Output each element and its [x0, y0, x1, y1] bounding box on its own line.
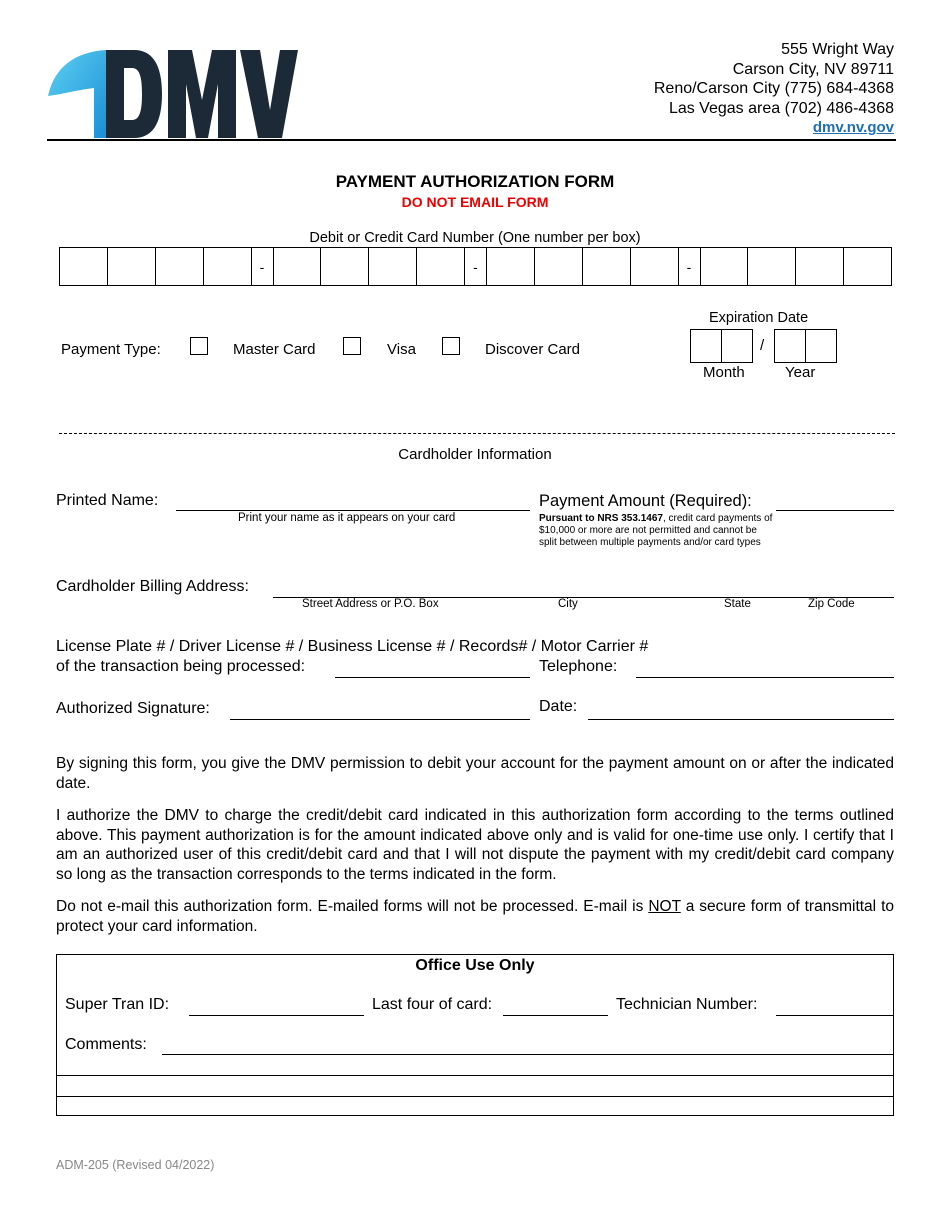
year-digit-box[interactable] [775, 330, 806, 362]
form-title: PAYMENT AUTHORIZATION FORM [335, 172, 615, 191]
card-digit-box[interactable] [535, 248, 583, 285]
nrs-reference: Pursuant to NRS 353.1467 [539, 513, 663, 524]
dmv-logo [46, 48, 298, 140]
card-separator: - [252, 248, 274, 285]
expiration-label: Expiration Date [709, 310, 809, 326]
printed-name-hint: Print your name as it appears on your card [238, 512, 456, 524]
phone-reno: Reno/Carson City (775) 684-4368 [653, 80, 894, 97]
logo-letter-m [168, 50, 236, 138]
card-digit-box[interactable] [487, 248, 535, 285]
date-label: Date: [539, 698, 578, 715]
last-four-field[interactable] [503, 1015, 608, 1016]
option-visa: Visa [387, 341, 416, 358]
card-digit-box[interactable] [631, 248, 679, 285]
comments-label: Comments: [65, 1036, 147, 1053]
telephone-label: Telephone: [539, 658, 618, 675]
card-digit-box[interactable] [156, 248, 204, 285]
card-digit-box[interactable] [60, 248, 108, 285]
billing-state-hint: State [724, 598, 751, 610]
payment-amount-label: Payment Amount (Required): [539, 492, 752, 510]
comments-line-3[interactable] [56, 1096, 894, 1097]
logo-swoosh [48, 50, 106, 138]
card-number-boxes[interactable] [59, 247, 892, 286]
super-tran-label: Super Tran ID: [65, 996, 170, 1013]
expiration-month-boxes[interactable] [690, 329, 753, 363]
cardholder-section-label: Cardholder Information [398, 446, 552, 463]
card-digit-box[interactable] [274, 248, 322, 285]
terms-paragraph-1: By signing this form, you give the DMV permission to debit your account for the payment amount on or after the indicated date. [56, 755, 894, 792]
signature-label: Authorized Signature: [56, 700, 210, 717]
address-line-1: 555 Wright Way [781, 41, 894, 58]
year-digit-box[interactable] [806, 330, 836, 362]
logo-letter-d [106, 50, 162, 138]
payment-amount-note [539, 513, 899, 549]
last-four-label: Last four of card: [372, 996, 493, 1013]
card-digit-box[interactable] [796, 248, 844, 285]
billing-zip-hint: Zip Code [808, 598, 855, 610]
note-line-2: $10,000 or more are not permitted and cannot be [539, 525, 757, 536]
license-number-field[interactable] [335, 677, 530, 678]
agency-address [654, 40, 894, 138]
expiration-year-boxes[interactable] [774, 329, 837, 363]
card-digit-box[interactable] [369, 248, 417, 285]
card-digit-box[interactable] [204, 248, 252, 285]
billing-city-hint: City [558, 598, 578, 610]
terms-paragraph-2: I authorize the DMV to charge the credit/debit card indicated in this authorization form according to the terms outlined above. This payment authorization is for the amount indicated above only and is valid for one-time use only. I certify that I am an authorized user of this credit/debit card and that I will not dispute the payment with my credit/debit card company so long as the transaction corresponds to the terms indicated in the form. [56, 807, 894, 883]
office-use-title: Office Use Only [415, 957, 535, 974]
card-separator: - [679, 248, 701, 285]
date-field[interactable] [588, 719, 894, 720]
billing-street-hint: Street Address or P.O. Box [302, 598, 439, 610]
printed-name-label: Printed Name: [56, 492, 159, 509]
payment-amount-field[interactable] [776, 510, 894, 511]
header-rule [47, 139, 896, 141]
billing-address-label: Cardholder Billing Address: [56, 578, 249, 595]
technician-label: Technician Number: [616, 996, 758, 1013]
option-discover: Discover Card [485, 341, 581, 358]
month-label: Month [703, 364, 745, 381]
month-digit-box[interactable] [691, 330, 722, 362]
website-link[interactable]: dmv.nv.gov [812, 119, 894, 136]
telephone-field[interactable] [636, 677, 894, 678]
signature-field[interactable] [230, 719, 530, 720]
logo-letter-v [240, 50, 298, 138]
card-separator: - [465, 248, 487, 285]
comments-line-2[interactable] [56, 1075, 894, 1076]
card-digit-box[interactable] [321, 248, 369, 285]
form-revision: ADM-205 (Revised 04/2022) [56, 1158, 215, 1172]
card-digit-box[interactable] [844, 248, 891, 285]
note-line-3: split between multiple payments and/or card types [539, 537, 761, 548]
card-number-label: Debit or Credit Card Number (One number per box) [309, 230, 641, 246]
super-tran-field[interactable] [189, 1015, 364, 1016]
card-digit-box[interactable] [583, 248, 631, 285]
comments-field[interactable] [162, 1054, 894, 1055]
address-line-2: Carson City, NV 89711 [732, 60, 894, 78]
printed-name-field[interactable] [176, 510, 530, 511]
card-digit-box[interactable] [748, 248, 796, 285]
terms-paragraph-3 [56, 897, 894, 936]
year-label: Year [785, 364, 816, 381]
terms-p3-start: Do not e-mail this authorization form. E-mailed forms will not be processed. E-mail is [56, 898, 649, 915]
expiration-separator: / [760, 337, 765, 354]
terms-p3-end: a secure form of transmittal to protect your card information. [56, 898, 895, 935]
note-line-1: , credit card payments of [662, 513, 773, 524]
terms-not-emphasis: NOT [648, 898, 681, 915]
technician-field[interactable] [776, 1015, 894, 1016]
checkbox-master-card[interactable] [190, 337, 208, 355]
checkbox-visa[interactable] [343, 337, 361, 355]
option-master-card: Master Card [233, 341, 316, 358]
card-digit-box[interactable] [701, 248, 749, 285]
form-warning: DO NOT EMAIL FORM [401, 194, 549, 210]
dashed-divider [59, 433, 895, 434]
checkbox-discover[interactable] [442, 337, 460, 355]
license-label-line-1: License Plate # / Driver License # / Business License # / Records# / Motor Carrier # [56, 638, 649, 655]
license-label-line-2: of the transaction being processed: [56, 658, 306, 675]
card-digit-box[interactable] [417, 248, 465, 285]
month-digit-box[interactable] [722, 330, 752, 362]
card-digit-box[interactable] [108, 248, 156, 285]
office-use-box [56, 954, 894, 1116]
phone-vegas: Las Vegas area (702) 486-4368 [668, 99, 894, 117]
payment-type-label: Payment Type: [61, 341, 161, 358]
